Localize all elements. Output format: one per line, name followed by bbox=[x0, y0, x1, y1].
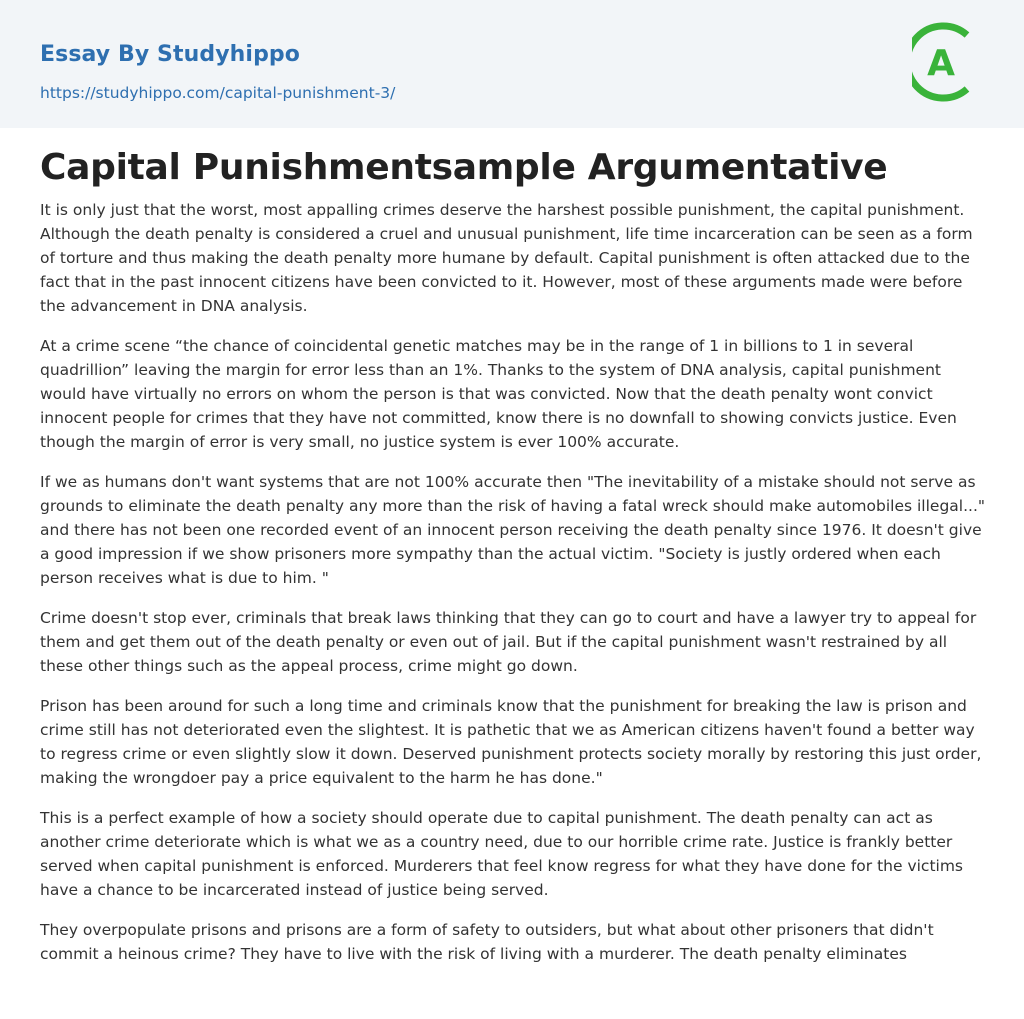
essay-url-link[interactable]: https://studyhippo.com/capital-punishment-3/ bbox=[40, 84, 396, 102]
brand-title[interactable]: Essay By Studyhippo bbox=[40, 42, 300, 67]
essay-paragraph: This is a perfect example of how a society should operate due to capital punishment. The death penalty can act as another crime deteriorate which is what we as a country need, due to our horrible crime rate. Justice is frankly better served when capital punishment is enforced. Murderers that feel know regress for what they have done for the victims have a chance to be incarcerated instead of justice being served. bbox=[40, 809, 963, 899]
essay-paragraph: At a crime scene “the chance of coincidental genetic matches may be in the range of 1 in billions to 1 in several quadrillion” leaving the margin for error less than an 1%. Thanks to the system of DNA analysis, capital punishment would have virtually no errors on whom the person is that was convicted. Now that the death penalty wont convict innocent people for crimes that they have not committed, know there is no downfall to showing convicts justice. Even though the margin of error is very small, no justice system is ever 100% accurate. bbox=[40, 337, 957, 451]
essay-paragraph: If we as humans don't want systems that are not 100% accurate then "The inevitability of a mistake should not serve as grounds to eliminate the death penalty any more than the risk of having a fatal wreck should make automobiles illegal..." and there has not been one recorded event of an innocent person receiving the death penalty since 1976. It doesn't give a good impression if we show prisoners more sympathy than the actual victim. "Society is justly ordered when each person receives what is due to him. " bbox=[40, 473, 986, 587]
site-header bbox=[0, 0, 1024, 128]
essay-paragraph: Crime doesn't stop ever, criminals that break laws thinking that they can go to court and have a lawyer try to appeal for them and get them out of the death penalty or even out of jail. But if the capital punishment wasn't restrained by all these other things such as the appeal process, crime might go down. bbox=[40, 609, 977, 675]
essay-title: Capital Punishmentsample Argumentative bbox=[40, 147, 888, 188]
studyhippo-logo-icon[interactable] bbox=[912, 18, 988, 106]
logo-letter: A bbox=[927, 43, 955, 84]
essay-body bbox=[40, 144, 990, 982]
essay-paragraph: They overpopulate prisons and prisons are a form of safety to outsiders, but what about other prisoners that didn't commit a heinous crime? They have to live with the risk of living with a murderer. The death penalty eliminates bbox=[40, 921, 934, 963]
essay-paragraph: It is only just that the worst, most appalling crimes deserve the harshest possible punishment, the capital punishment. Although the death penalty is considered a cruel and unusual punishment, life time incarceration can be seen as a form of torture and thus making the death penalty more humane by default. Capital punishment is often attacked due to the fact that in the past innocent citizens have been convicted to it. However, most of these arguments made were before the advancement in DNA analysis. bbox=[40, 201, 973, 315]
essay-paragraph: Prison has been around for such a long time and criminals know that the punishment for breaking the law is prison and crime still has not deteriorated even the slightest. It is pathetic that we as American citizens haven't found a better way to regress crime or even slightly slow it down. Deserved punishment protects society morally by restoring this just order, making the wrongdoer pay a price equivalent to the harm he has done." bbox=[40, 697, 982, 787]
